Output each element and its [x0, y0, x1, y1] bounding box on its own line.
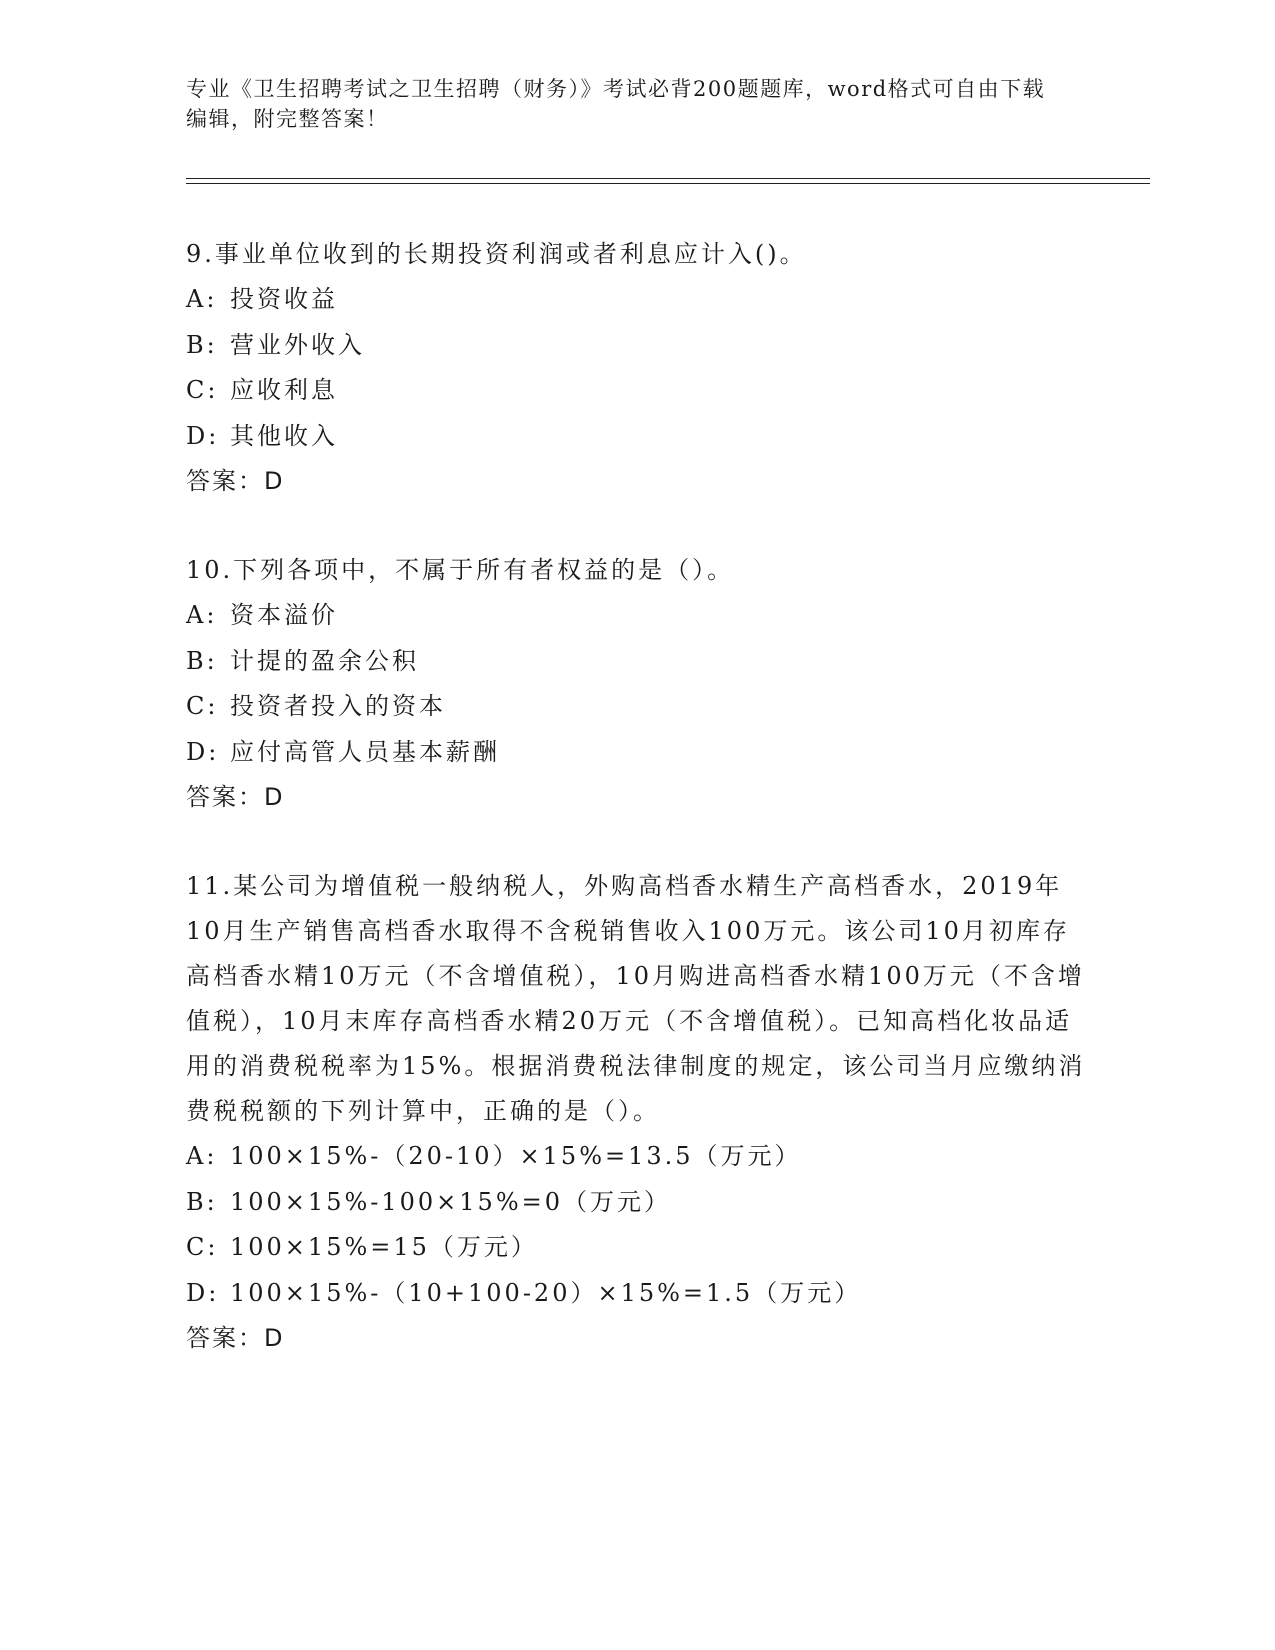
option-text: 100×15%-（10+100-20）×15%=1.5（万元）	[230, 1278, 862, 1307]
option-c	[186, 368, 1086, 414]
option-label: C:	[186, 692, 219, 720]
option-label: B:	[186, 1187, 218, 1216]
option-text: 100×15%=15（万元）	[230, 1233, 538, 1261]
option-c	[186, 684, 1086, 730]
option-c	[186, 1225, 1086, 1271]
option-text: 100×15%-（20-10）×15%=13.5（万元）	[230, 1142, 802, 1170]
option-d	[186, 1271, 1086, 1317]
question-9	[186, 232, 1086, 504]
option-text: 资本溢价	[230, 601, 338, 629]
option-label: D:	[186, 1278, 220, 1307]
option-b	[186, 639, 1086, 685]
answer: 答案：D	[186, 1324, 285, 1352]
header-divider-bottom	[186, 183, 1150, 184]
option-a	[186, 1134, 1086, 1180]
option-label: B:	[186, 330, 218, 359]
option-text: 应收利息	[230, 376, 338, 404]
option-label: C:	[186, 376, 219, 404]
document-header: 专业《卫生招聘考试之卫生招聘（财务）》考试必背200题题库，word格式可自由下载编辑，附完整答案！	[186, 77, 1046, 131]
question-list	[186, 232, 1086, 1405]
option-label: A:	[186, 1142, 218, 1170]
option-d	[186, 730, 1086, 776]
question-stem: 10.下列各项中，不属于所有者权益的是（）。	[186, 556, 735, 584]
option-label: D:	[186, 421, 220, 450]
option-text: 投资收益	[230, 285, 338, 313]
option-b	[186, 1180, 1086, 1226]
option-label: C:	[186, 1233, 219, 1261]
option-label: B:	[186, 646, 218, 675]
option-text: 投资者投入的资本	[230, 692, 446, 720]
answer: 答案：D	[186, 783, 285, 811]
question-11	[186, 864, 1086, 1361]
option-label: A:	[186, 601, 218, 629]
question-10	[186, 548, 1086, 820]
option-b	[186, 323, 1086, 369]
option-d	[186, 414, 1086, 460]
option-text: 其他收入	[230, 421, 338, 450]
header-divider-top	[186, 178, 1150, 179]
question-stem: 11.某公司为增值税一般纳税人，外购高档香水精生产高档香水，2019年10月生产销售高档香水取得不含税销售收入100万元。该公司10月初库存高档香水精10万元（不含增值税），10月购进高档香水精100万元（不含增值税），10月末库存高档香水精20万元（不含增值税）。已知高档化妆品适用的消费税税率为15%。根据消费税法律制度的规定，该公司当月应缴纳消费税税额的下列计算中，正确的是（）。	[186, 872, 1086, 1125]
option-a	[186, 593, 1086, 639]
option-text: 营业外收入	[230, 330, 365, 359]
option-label: D:	[186, 737, 220, 766]
option-text: 100×15%-100×15%=0（万元）	[230, 1187, 672, 1216]
option-a	[186, 277, 1086, 323]
option-text: 应付高管人员基本薪酬	[230, 737, 500, 766]
question-stem: 9.事业单位收到的长期投资利润或者利息应计入()。	[186, 240, 807, 268]
option-text: 计提的盈余公积	[230, 646, 419, 675]
answer: 答案：D	[186, 467, 285, 495]
option-label: A:	[186, 285, 218, 313]
